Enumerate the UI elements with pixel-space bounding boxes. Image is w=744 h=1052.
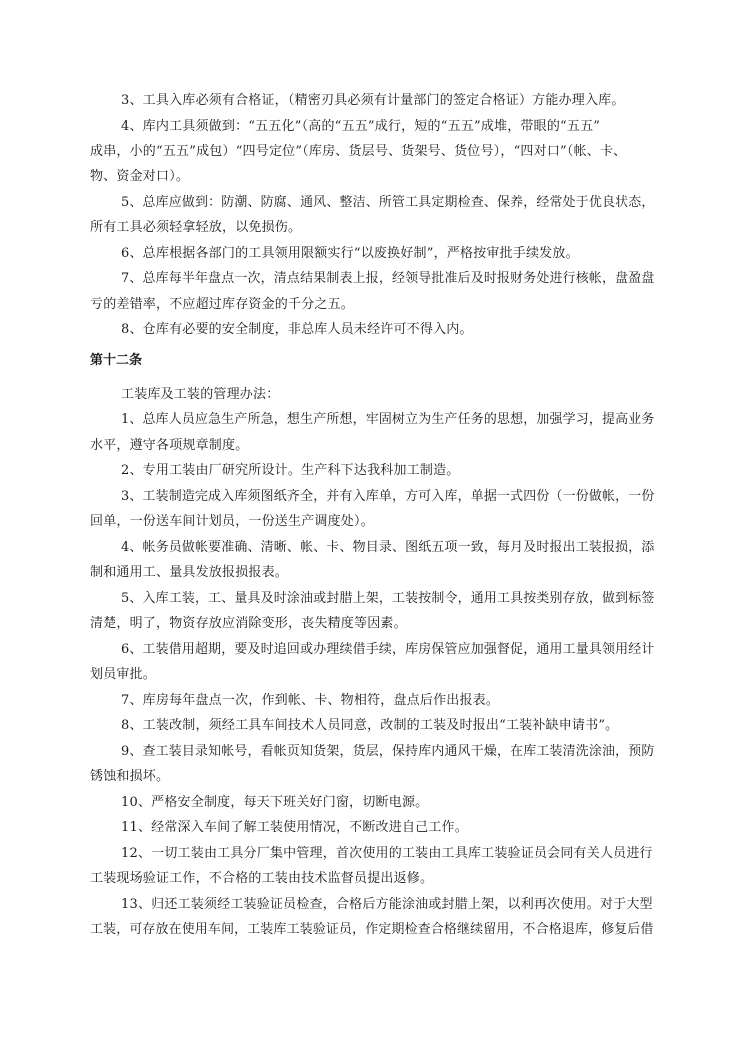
paragraph-line: 亏的差错率，不应超过库存资金的千分之五。 <box>90 297 355 312</box>
paragraph-line: 成串，小的“五五”成包）“四号定位”（库房、货层号、货架号、货位号），“四对口”（帐、卡、 <box>90 144 627 159</box>
paragraph-line: 9、查工装目录知帐号，看帐页知货架，货层，保持库内通风干燥，在库工装清洗涂油，预防 <box>121 744 655 759</box>
paragraph-line: 制和通用工、量具发放报损报表。 <box>90 565 289 580</box>
paragraph-line: 12、一切工装由工具分厂集中管理，首次使用的工装由工具库工装验证员会同有关人员进行 <box>121 846 653 861</box>
paragraph-line: 清楚，明了，物资存放应消除变形，丧失精度等因素。 <box>90 616 407 631</box>
paragraph-line: 锈蚀和损坏。 <box>90 769 170 784</box>
paragraph-line: 8、工装改制，须经工具车间技术人员同意，改制的工装及时报出“工装补缺申请书”。 <box>121 718 619 733</box>
paragraph-line: 1、总库人员应急生产所急，想生产所想，牢固树立为生产任务的思想，加强学习，提高业务 <box>121 412 655 427</box>
paragraph-line: 8、仓库有必要的安全制度，非总库人员未经许可不得入内。 <box>121 322 473 337</box>
paragraph-line: 7、总库每半年盘点一次，清点结果制表上报，经领导批准后及时报财务处进行核帐，盘盈盘 <box>121 271 655 286</box>
paragraph-line: 13、归还工装须经工装验证员检查，合格后方能涂油或封腊上架，以利再次使用。对于大型 <box>121 897 653 912</box>
paragraph-line: 3、工装制造完成入库须图纸齐全，并有入库单，方可入库，单据一式四份（一份做帐，一份 <box>121 489 655 504</box>
paragraph-line: 5、总库应做到：防潮、防腐、通风、整洁、所管工具定期检查、保养，经常处于优良状态， <box>121 195 655 210</box>
paragraph-line: 4、库内工具须做到：“五五化”（高的“五五”成行，短的“五五”成堆，带眼的“五五” <box>121 119 601 134</box>
paragraph-line: 水平，遵守各项规章制度。 <box>90 438 249 453</box>
paragraph-line: 11、经常深入车间了解工装使用情况，不断改进自己工作。 <box>121 820 468 835</box>
paragraph-line: 6、工装借用超期，要及时追回或办理续借手续，库房保管应加强督促，通用工量具领用经计 <box>121 642 655 657</box>
paragraph-line: 5、入库工装，工、量具及时涂油或封腊上架，工装按制令，通用工具按类别存放，做到标签 <box>121 591 655 606</box>
paragraph-line: 物、资金对口）。 <box>90 169 190 184</box>
paragraph-line: 6、总库根据各部门的工具领用限额实行“以废换好制”，严格按审批手续发放。 <box>121 246 579 261</box>
paragraph-line: 工装库及工装的管理办法： <box>121 387 280 402</box>
paragraph-line: 工装现场验证工作，不合格的工装由技术监督员提出返修。 <box>90 871 434 886</box>
paragraph-line: 4、帐务员做帐要准确、清晰、帐、卡、物目录、图纸五项一致，每月及时报出工装报损，添 <box>121 540 655 555</box>
paragraph-line: 10、严格安全制度，每天下班关好门窗，切断电源。 <box>121 795 429 810</box>
paragraph-line: 2、专用工装由厂研究所设计。生产科下达我科加工制造。 <box>121 463 460 478</box>
paragraph-line: 所有工具必须轻拿轻放，以免损伤。 <box>90 220 302 235</box>
paragraph-line: 3、工具入库必须有合格证，（精密刃具必须有计量部门的签定合格证）方能办理入库。 <box>121 93 625 108</box>
paragraph-line: 7、库房每年盘点一次，作到帐、卡、物相符，盘点后作出报表。 <box>121 693 500 708</box>
paragraph-line: 划员审批。 <box>90 667 157 682</box>
paragraph-line: 回单，一份送车间计划员，一份送生产调度处）。 <box>90 514 374 529</box>
paragraph-line: 工装，可存放在使用车间，工装库工装验证员，作定期检查合格继续留用，不合格退库，修复后借 <box>90 922 654 937</box>
section-heading: 第十二条 <box>90 353 143 368</box>
